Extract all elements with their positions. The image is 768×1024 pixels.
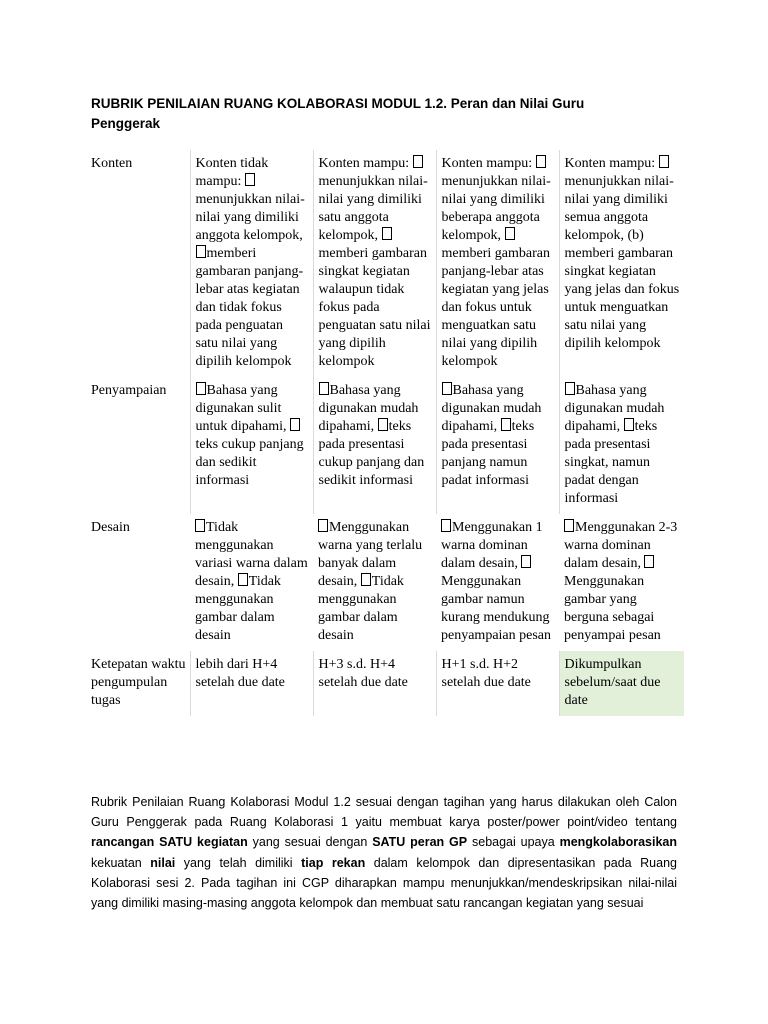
bold-text: SATU peran GP [372,835,468,850]
text-run: dalam kelompok dan dipresentasikan pada Ruang Kolaborasi sesi 2. Pada tagihan ini CGP diharapkan mampu menunjukkan/mendeskripsikan nilai-nilai yang dimiliki masing-masing anggota kelompok dan membuat satu rancangan kegiatan yang sesuai [91,855,677,911]
checkbox-glyph-icon [196,245,206,258]
bold-text: mengkolaborasikan [559,835,677,850]
rubric-cell [190,514,313,651]
checkbox-glyph-icon [413,155,423,168]
rubric-cell [559,514,684,651]
cell-text: Menggunakan 1 warna dominan dalam desain, [441,520,543,571]
text-run: kekuatan [91,855,151,870]
cell-text: lebih dari H+4 setelah due date [195,657,285,690]
text-run: sebagai upaya [467,835,560,850]
cell-text: Menggunakan gambar yang berguna sebagai penyampai pesan [564,556,661,643]
row-label: Desain [91,520,130,535]
rubric-cell [190,377,313,514]
cell-text: Konten tidak mampu: [195,156,269,189]
description-paragraph [91,792,677,913]
bold-text: rancangan SATU kegiatan [91,835,248,850]
rubric-table [84,150,684,716]
text-run: yang telah dimiliki [175,855,302,870]
cell-text: Tidak menggunakan gambar dalam desain [195,574,281,643]
row-label: Konten [91,156,133,171]
cell-text: memberi gambaran panjang-lebar atas kegiatan yang jelas dan fokus untuk menguatkan satu nilai yang dipilih kelompok [442,228,550,369]
checkbox-glyph-icon [521,555,531,568]
checkbox-glyph-icon [624,418,634,431]
cell-text: Bahasa yang digunakan mudah dipahami, teks pada presentasi cukup panjang dan sedikit informasi [318,383,425,488]
rubric-cell [436,150,559,377]
rubric-cell [190,651,313,716]
table-row-konten [84,150,684,377]
cell-text: menunjukkan nilai-nilai yang dimiliki beberapa anggota kelompok, [442,156,551,243]
cell-text: Bahasa yang digunakan mudah dipahami, teks pada presentasi singkat, namun padat dengan informasi [564,383,665,506]
checkbox-glyph-icon [361,573,371,586]
cell-text: menunjukkan nilai-nilai yang dimiliki anggota kelompok, [196,174,305,243]
cell-text: H+1 s.d. H+2 setelah due date [441,657,531,690]
table-row-ketepatan-waktu [84,651,684,716]
rubric-cell [436,514,559,651]
cell-text: Menggunakan 2-3 warna dominan dalam desain, [564,520,678,571]
rubric-cell [436,651,559,716]
cell-text: Konten mampu: [564,156,656,171]
rubric-cell [559,651,684,716]
checkbox-glyph-icon [565,382,575,395]
rubric-table-body [84,150,684,716]
checkbox-glyph-icon [441,519,451,532]
checkbox-glyph-icon [195,519,205,532]
rubric-cell [559,150,684,377]
checkbox-glyph-icon [644,555,654,568]
rubric-cell [313,377,436,514]
checkbox-glyph-icon [505,227,515,240]
checkbox-glyph-icon [536,155,546,168]
rubric-cell [190,150,313,377]
cell-text: Konten mampu: [441,156,533,171]
checkbox-glyph-icon [382,227,392,240]
cell-text: Menggunakan gambar namun kurang mendukung penyampaian pesan [441,556,551,643]
cell-text: Menggunakan warna yang terlalu banyak dalam desain, Tidak menggunakan gambar dalam desain [318,520,423,643]
checkbox-glyph-icon [378,418,388,431]
cell-text: menunjukkan nilai-nilai yang dimiliki semua anggota kelompok, [565,156,674,243]
cell-text: memberi gambaran singkat kegiatan walaupun tidak fokus pada penguatan satu nilai yang dipilih kelompok [319,228,431,369]
cell-text: menunjukkan nilai-nilai yang dimiliki satu anggota kelompok, [319,156,428,243]
checkbox-glyph-icon [319,382,329,395]
checkbox-glyph-icon [442,382,452,395]
text-run: yang sesuai dengan [247,835,373,850]
bold-text: tiap rekan [301,855,366,870]
rubric-cell [313,514,436,651]
rubric-cell [436,377,559,514]
bold-text: nilai [150,855,176,870]
page-title: RUBRIK PENILAIAN RUANG KOLABORASI MODUL 1.2. Peran dan Nilai Guru Penggerak [91,96,585,131]
table-row-desain [84,514,684,651]
text-run: Rubrik Penilaian Ruang Kolaborasi Modul 1.2 sesuai dengan tagihan yang harus dilakukan oleh Calon Guru Penggerak pada Ruang Kolaborasi 1 yaitu membuat karya poster/power point/video tentang [91,795,677,830]
checkbox-glyph-icon [318,519,328,532]
cell-text: Dikumpulkan sebelum/saat due date [564,657,661,708]
rubric-cell [559,377,684,514]
cell-text: Tidak menggunakan variasi warna dalam desain, [195,520,308,589]
cell-text: Bahasa yang digunakan mudah dipahami, teks pada presentasi panjang namun padat informasi [441,383,542,488]
checkbox-glyph-icon [290,418,300,431]
checkbox-glyph-icon [501,418,511,431]
row-label: Penyampaian [91,383,167,398]
cell-text: Konten mampu: [318,156,410,171]
rubric-cell [313,150,436,377]
checkbox-glyph-icon [196,382,206,395]
row-label: Ketepatan waktu pengumpulan tugas [91,657,186,708]
rubric-cell [313,651,436,716]
cell-text: Bahasa yang digunakan sulit untuk dipahami, [195,383,287,434]
cell-text: (b) memberi gambaran singkat kegiatan yang jelas dan fokus untuk menguatkan satu nilai yang dipilih kelompok [564,228,680,351]
checkbox-glyph-icon [238,573,248,586]
cell-text: memberi gambaran panjang-lebar atas kegiatan dan tidak fokus pada penguatan satu nilai yang dipilih kelompok [195,246,304,369]
table-row-penyampaian [84,377,684,514]
checkbox-glyph-icon [564,519,574,532]
cell-text: teks cukup panjang dan sedikit informasi [196,419,304,488]
checkbox-glyph-icon [245,173,255,186]
cell-text: H+3 s.d. H+4 setelah due date [318,657,408,690]
checkbox-glyph-icon [659,155,669,168]
